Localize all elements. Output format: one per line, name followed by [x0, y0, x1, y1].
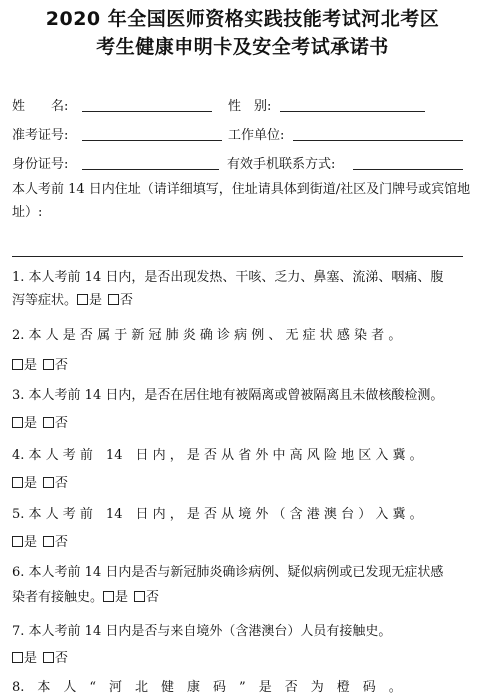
question-7: 7. 本人考前 14 日内是否与来自境外（含港澳台）人员有接触史。 [12, 624, 392, 639]
question-1-line-2: 泻等症状。 是 否 [12, 293, 134, 308]
employer-field-line[interactable] [293, 140, 463, 141]
yes-checkbox[interactable] [12, 359, 23, 370]
yes-checkbox[interactable] [77, 294, 88, 305]
employer-label: 工作单位: [228, 128, 285, 143]
question-4: 4. 本 人 考 前 14 日 内 ， 是 否 从 省 外 中 高 风 险 地 区 入 冀 。 [12, 448, 423, 463]
no-checkbox[interactable] [134, 591, 145, 602]
no-checkbox[interactable] [43, 652, 54, 663]
question-7-options: 是 否 [12, 647, 474, 670]
id-number-label: 身份证号: [12, 157, 69, 172]
question-4-options: 是 否 [12, 472, 474, 495]
question-2-options: 是 否 [12, 354, 474, 377]
question-1-line-1: 1. 本人考前 14 日内，是否出现发热、干咳、乏力、鼻塞、流涕、咽痛、腹 [12, 270, 444, 285]
question-6-line-2: 染者有接触史。 是 否 [12, 590, 160, 605]
name-field-line[interactable] [82, 111, 212, 112]
question-2: 2. 本 人 是 否 属 于 新 冠 肺 炎 确 诊 病 例 、 无 症 状 感 染 者 。 [12, 328, 402, 343]
question-3: 3. 本人考前 14 日内，是否在居住地有被隔离或曾被隔离且未做核酸检测。 [12, 388, 444, 403]
yes-checkbox[interactable] [12, 417, 23, 428]
question-5: 5. 本 人 考 前 14 日 内 ， 是 否 从 境 外 （ 含 港 澳 台 ） 入 冀 。 [12, 507, 423, 522]
yes-checkbox[interactable] [12, 652, 23, 663]
no-checkbox[interactable] [43, 477, 54, 488]
id-number-field-line[interactable] [82, 169, 219, 170]
exam-number-label: 准考证号: [12, 128, 69, 143]
question-8: 8. 本 人 “ 河 北 健 康 码 ” 是 否 为 橙 码 。 [12, 680, 402, 695]
yes-checkbox[interactable] [12, 477, 23, 488]
gender-field-line[interactable] [280, 111, 425, 112]
phone-label: 有效手机联系方式: [227, 157, 336, 172]
question-3-options: 是 否 [12, 412, 474, 435]
no-checkbox[interactable] [43, 536, 54, 547]
address-label: 本人考前 14 日内住址（请详细填写，住址请具体到街道/社区及门牌号或宾馆地址）: [12, 182, 471, 220]
question-6-line-1: 6. 本人考前 14 日内是否与新冠肺炎确诊病例、疑似病例或已发现无症状感 [12, 565, 444, 580]
yes-checkbox[interactable] [12, 536, 23, 547]
yes-checkbox[interactable] [103, 591, 114, 602]
exam-number-field-line[interactable] [82, 140, 222, 141]
address-field-line[interactable] [12, 256, 463, 257]
phone-field-line[interactable] [353, 169, 463, 170]
no-checkbox[interactable] [43, 417, 54, 428]
no-checkbox[interactable] [108, 294, 119, 305]
no-checkbox[interactable] [43, 359, 54, 370]
question-5-options: 是 否 [12, 531, 474, 554]
name-label: 姓 名: [12, 99, 69, 114]
document-title-line-2: 考生健康申明卡及安全考试承诺书 [96, 36, 389, 58]
gender-label: 性 别: [228, 99, 272, 114]
document-title-line-1: 2020 年全国医师资格实践技能考试河北考区 [45, 8, 440, 30]
